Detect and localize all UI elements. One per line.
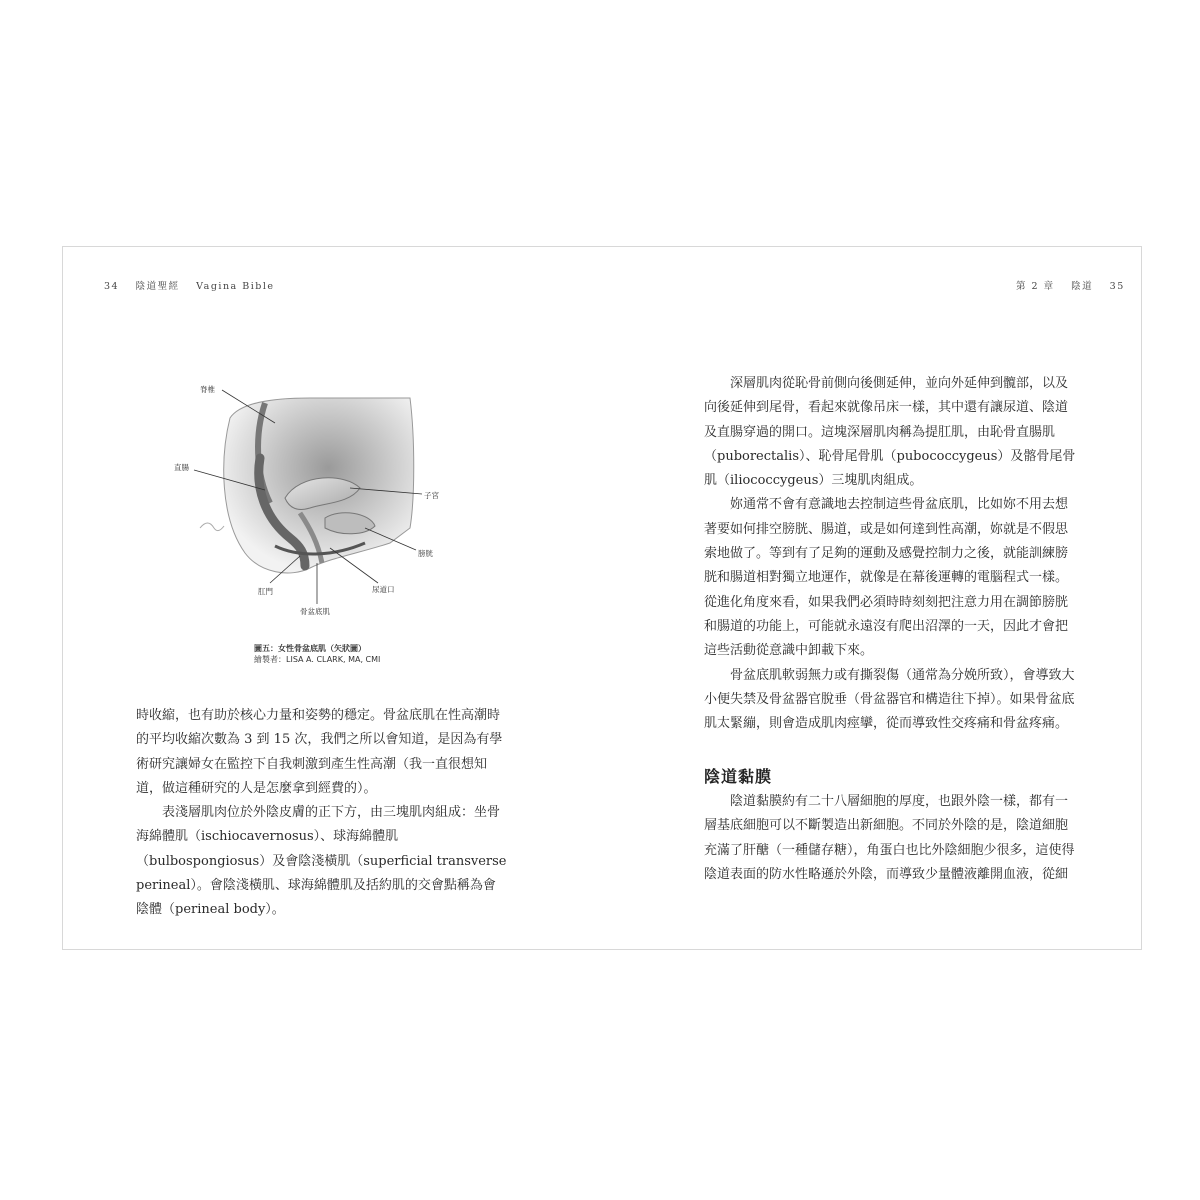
section-paragraph: 陰道黏膜約有二十八層細胞的厚度，也跟外陰一樣，都有一層基底細胞可以不斷製造出新細胞。不同於外陰的是，陰道細胞充滿了肝醣（一種儲存糖），角蛋白也比外陰細胞少很多，這使得陰道表面的防水性略遜於外陰，而導致少量體液離開血液，從細	[704, 794, 1075, 882]
label-anus: 肛門	[258, 587, 273, 596]
right-paragraph-2: 妳通常不會有意識地去控制這些骨盆底肌，比如妳不用去想著要如何排空膀胱、腸道，或是如何達到性高潮，妳就是不假思索地做了。等到有了足夠的運動及感覺控制力之後，就能訓練膀胱和腸道相對獨立地運作，就像是在幕後運轉的電腦程式一樣。從進化角度來看，如果我們必須時時刻刻把注意力用在調節膀胱和腸道的功能上，可能就永遠沒有爬出沼澤的一天，因此才會把這些活動從意識中卸載下來。	[704, 497, 1069, 659]
right-page-number: 35	[1109, 281, 1125, 292]
pelvic-illustration	[160, 378, 460, 618]
pelvic-floor-figure	[160, 378, 460, 618]
caption-title: 圖五：女性骨盆底肌（矢狀圖）	[254, 644, 366, 653]
right-running-head	[1016, 278, 1125, 292]
right-paragraph-1: 深層肌肉從恥骨前側向後側延伸，並向外延伸到髖部，以及向後延伸到尾骨，看起來就像吊床一樣，其中還有讓尿道、陰道及直腸穿過的開口。這塊深層肌肉稱為提肛肌，由恥骨直腸肌（puborectalis）、恥骨尾骨肌（pubococcygeus）及髂骨尾骨肌（iliococcygeus）三塊肌肉組成。	[704, 376, 1076, 489]
book-title-en: Vagina Bible	[196, 281, 275, 292]
section-heading: 陰道黏膜	[704, 767, 773, 786]
right-paragraph-3: 骨盆底肌軟弱無力或有撕裂傷（通常為分娩所致），會導致大小便失禁及骨盆器官脫垂（骨盆器官和構造往下掉）。如果骨盆底肌太緊繃，則會造成肌肉痙攣，從而導致性交疼痛和骨盆疼痛。	[704, 667, 1075, 732]
label-spine: 脊椎	[200, 385, 215, 394]
chapter-number: 第 2 章	[1016, 281, 1055, 292]
label-pelvic-floor: 骨盆底肌	[300, 607, 330, 616]
figure-caption	[254, 643, 380, 665]
label-uterus: 子宮	[424, 491, 439, 500]
left-page-number: 34	[104, 281, 120, 292]
left-paragraph-2: 表淺層肌肉位於外陰皮膚的正下方，由三塊肌肉組成：坐骨海綿體肌（ischiocavernosus）、球海綿體肌（bulbospongiosus）及會陰淺橫肌（superficial transverse perineal）。會陰淺橫肌、球海綿體肌及括約肌的交會點稱為會陰體（perineal body）。	[136, 805, 507, 918]
label-rectum: 直腸	[174, 463, 189, 472]
left-page-body	[136, 704, 508, 923]
label-bladder: 膀胱	[418, 549, 433, 558]
left-paragraph-1: 時收縮，也有助於核心力量和姿勢的穩定。骨盆底肌在性高潮時的平均收縮次數為 3 到 15 次，我們之所以會知道，是因為有學術研究讓婦女在監控下自我刺激到產生性高潮（我一直很想知道，做這種研究的人是怎麼拿到經費的）。	[136, 708, 503, 796]
artist-signature	[200, 523, 224, 531]
left-running-head	[104, 278, 275, 292]
book-title-zh: 陰道聖經	[135, 281, 180, 292]
label-urethral-opening: 尿道口	[372, 585, 395, 594]
section-body	[704, 790, 1076, 887]
right-page-body	[704, 372, 1076, 736]
caption-credit: 繪製者：LISA A. CLARK, MA, CMI	[254, 655, 381, 664]
chapter-title: 陰道	[1071, 281, 1094, 292]
